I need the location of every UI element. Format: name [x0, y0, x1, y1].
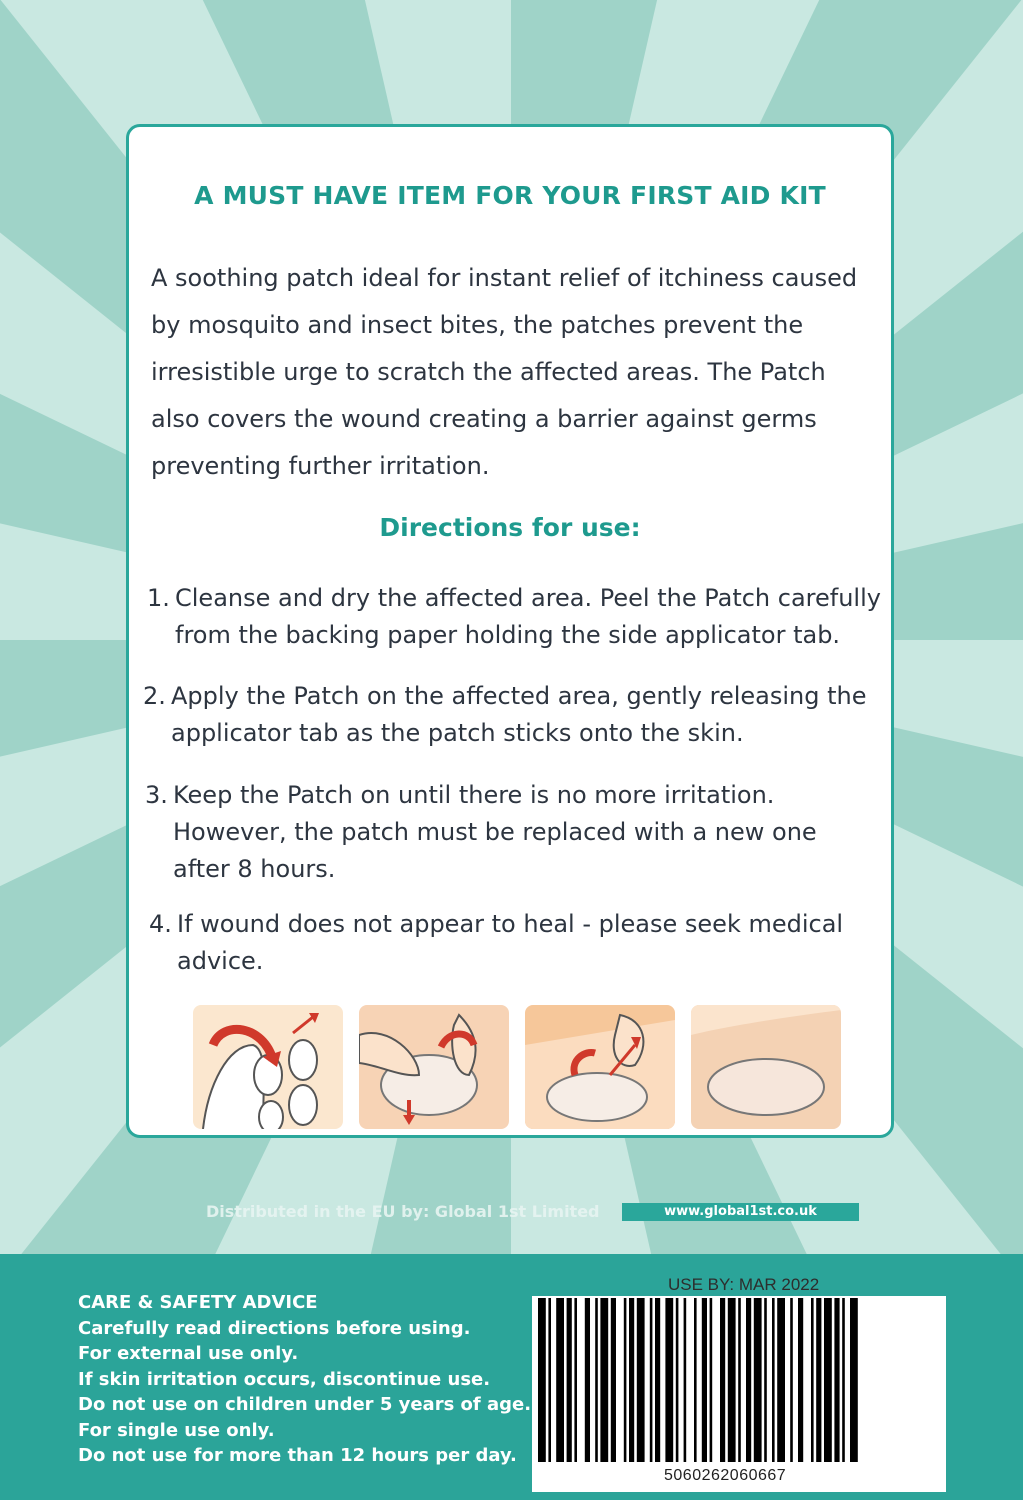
barcode-bar — [650, 1298, 653, 1462]
barcode-bar — [738, 1298, 741, 1462]
barcode-bar — [574, 1298, 577, 1462]
intro-text: A soothing patch ideal for instant relief of itchiness caused by mosquito and insect bites, the patches prevent the irresistible urge to scratch the affected areas. The Patch also covers the wound creating a barrier against germs preventing further irritation. — [151, 264, 858, 480]
direction-step-4 — [149, 906, 869, 980]
care-line: If skin irritation occurs, discontinue use. — [78, 1368, 491, 1390]
website-label: www.global1st.co.uk — [622, 1203, 859, 1221]
barcode-bar — [600, 1298, 608, 1462]
use-by-date: USE BY: MAR 2022 — [668, 1275, 820, 1294]
barcode-bar — [764, 1298, 767, 1462]
care-line: Do not use for more than 12 hours per day. — [78, 1445, 517, 1466]
direction-step-3 — [145, 777, 835, 888]
barcode-bar — [611, 1298, 616, 1462]
barcode-bar — [567, 1298, 572, 1462]
barcode-bar — [694, 1298, 697, 1462]
barcode-bar — [702, 1298, 707, 1462]
directions-title: Directions for use: — [379, 513, 641, 542]
barcode-bar — [824, 1298, 832, 1462]
distributor-text: Distributed in the EU by: Global 1st Limited — [206, 1202, 600, 1221]
barcode-number: 5060262060667 — [664, 1467, 787, 1484]
barcode-bar — [728, 1298, 736, 1462]
barcode-bar — [629, 1298, 634, 1462]
barcode-bar — [798, 1298, 803, 1462]
care-title: CARE & SAFETY ADVICE — [78, 1292, 318, 1313]
barcode-bar — [585, 1298, 590, 1462]
step-number: 4. — [149, 910, 172, 938]
step-text: Apply the Patch on the affected area, gently releasing the applicator tab as the patch sticks onto the skin. — [171, 682, 867, 747]
barcode-bar — [637, 1298, 645, 1462]
care-line: For external use only. — [78, 1343, 299, 1364]
barcode-bar — [790, 1298, 793, 1462]
step-number: 3. — [145, 781, 168, 809]
barcode-bar — [624, 1298, 627, 1462]
application-illustrations — [193, 1005, 843, 1129]
barcode-bar — [556, 1298, 564, 1462]
barcode-bar — [676, 1298, 679, 1462]
barcode-bar — [834, 1298, 839, 1462]
card-heading: A MUST HAVE ITEM FOR YOUR FIRST AID KIT — [194, 181, 826, 210]
care-line: Carefully read directions before using. — [78, 1317, 471, 1339]
barcode-bar — [655, 1298, 660, 1462]
patch-applied-illustration — [691, 1005, 841, 1129]
peel-patch-illustration — [193, 1005, 343, 1129]
step-text: Cleanse and dry the affected area. Peel the Patch carefully from the backing paper holding the side applicator tab. — [175, 584, 881, 649]
barcode-bar — [710, 1298, 713, 1462]
step-number: 1. — [147, 584, 170, 612]
care-safety-advice — [78, 1290, 531, 1469]
barcode-bar — [746, 1298, 751, 1462]
barcode-bar — [595, 1298, 598, 1462]
barcode-bar — [811, 1298, 814, 1462]
direction-step-1 — [147, 580, 897, 654]
barcode-bar — [665, 1298, 673, 1462]
barcode-bar — [842, 1298, 845, 1462]
step-text: If wound does not appear to heal - please seek medical advice. — [177, 910, 844, 975]
direction-step-2 — [143, 678, 887, 752]
barcode-bar — [754, 1298, 762, 1462]
care-line: For single use only. — [78, 1419, 275, 1441]
apply-patch-illustration — [359, 1005, 509, 1129]
barcode — [532, 1296, 946, 1492]
instructions-card — [126, 124, 894, 1138]
barcode-bar — [548, 1298, 551, 1462]
barcode-bar — [816, 1298, 821, 1462]
care-line: Do not use on children under 5 years of age. — [78, 1394, 532, 1415]
barcode-bar — [684, 1298, 687, 1462]
release-tab-illustration — [525, 1005, 675, 1129]
step-text: Keep the Patch on until there is no more irritation. However, the patch must be replaced with a new one after 8 hours. — [173, 781, 817, 883]
barcode-bar — [772, 1298, 775, 1462]
barcode-bar — [720, 1298, 725, 1462]
barcode-panel — [532, 1296, 946, 1492]
barcode-bar — [538, 1298, 546, 1462]
barcode-bar — [777, 1298, 785, 1462]
step-number: 2. — [143, 682, 166, 710]
barcode-bar — [850, 1298, 858, 1462]
